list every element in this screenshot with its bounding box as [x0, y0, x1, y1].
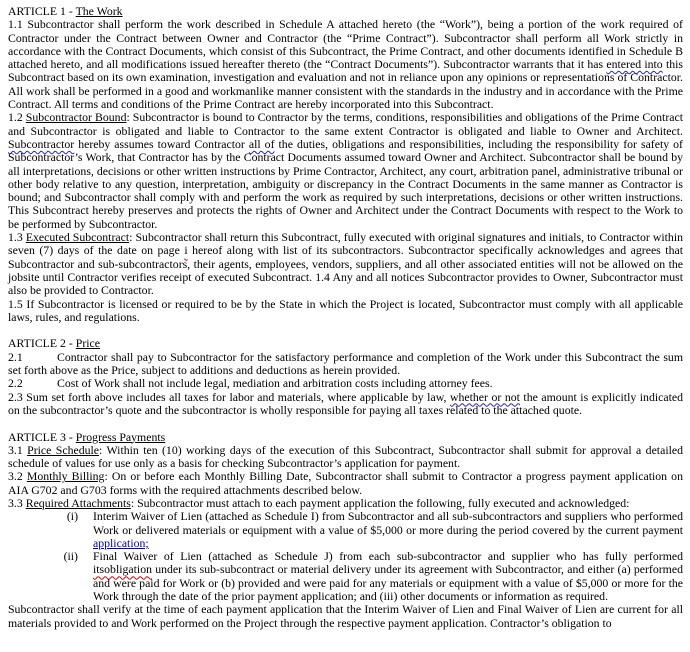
text-run: Subcontractor shall verify at the time of each payment application that the Interim Waiver of Lien and Final Waiver of Lien are current for all materials provided to and Work performed on the Project through the respective payment application. Contractor’s obligation to: [8, 602, 683, 630]
text-run: this Subcontract based on its own examination, investigation and evaluation and not in reliance upon any opinions or representations of Contractor. All work shall be performed in a good and workmanlike manner consistent with the standards in the industry and in accordance with the Prime Contract. All terms and conditions of the Prime Contract are hereby incorporated into this Subcontract.: [8, 57, 683, 112]
article-3-heading: [8, 431, 683, 444]
text-run: the amount is explicitly indicated on the subcontractor’s quote and the subcontractor is wholly responsible for paying all taxes related to the attached quote.: [8, 389, 684, 417]
list-item-ii: [8, 550, 683, 603]
grammar-flagged-text: all of: [248, 136, 275, 151]
text-run: Contractor shall pay to Subcontractor for the satisfactory performance and completion of the Work under this Subcontract the sum set forth above as the Price, subject to additions and deductions as herein provided.: [8, 349, 683, 378]
section-number: 1.2: [8, 110, 26, 125]
section-number: 3.1: [8, 442, 28, 457]
article-1-heading: [8, 5, 683, 18]
text-run: Final Waiver of Lien (attached as Schedule J) from each sub-subcontractor and supplier who has fully performed: [93, 549, 683, 564]
section-number: 3.3: [8, 495, 26, 510]
paragraph-2-3: [8, 391, 683, 418]
section-number: 1.3: [8, 230, 26, 245]
text-run: Interim Waiver of Lien (attached as Schedule I) from Subcontractor and all sub-subcontractors and suppliers who performed Work or delivered materials or equipment with a value of $5,000 or more during the period covered by the current payment: [93, 509, 683, 537]
run-in-heading: Executed Subcontract: [25, 230, 130, 245]
text-run: Cost of Work shall not include legal, mediation and arbitration costs including attorney fees.: [57, 376, 493, 391]
run-in-heading: Monthly Billing: [26, 469, 105, 484]
paragraph-1-3: [8, 231, 683, 297]
list-marker: (i): [66, 509, 78, 524]
text-run: : Subcontractor shall return this Subcontract, fully executed with original signatures and initials, to Contractor within seven (7) days of the date on page: [8, 230, 684, 258]
grammar-flagged-text: whether or not: [449, 389, 520, 404]
text-run: hereof along with list of its subcontractors. Subcontractor specifically acknowledges and agrees that Subcontractor and sub-subcontractors, their agents, employees, vendors, suppliers, and all other associated entities will not be allowed on the jobsite until Contractor verifies receipt of executed Subcontract. 1.4 Any and all notices Subcontractor provides to Owner, Subcontractor must also be provided to Contractor.: [8, 243, 683, 298]
run-in-heading: Required Attachments: [25, 495, 131, 510]
text-run: : Subcontractor must attach to each payment application the following, fully executed and acknowledged:: [130, 495, 630, 510]
inserted-text: application;: [93, 535, 149, 550]
paragraph-1-5: [8, 298, 683, 325]
text-run: : Subcontractor is bound to Contractor by the terms, conditions, responsibilities and obligations of the Prime Contract and Subcontractor is obligated and liable to Contractor to the same extent Contractor is obligated and liable to Owner and Architect.: [8, 110, 683, 138]
text-run: : Within ten (10) working days of the execution of this Subcontract, Subcontractor shall submit for approval a detailed schedule of values for use only as a basis for checking Subcontractor’s application for payment.: [8, 442, 684, 471]
article-3-heading-title: Progress Payments: [75, 429, 166, 444]
run-in-heading: Price Schedule: [27, 442, 100, 457]
grammar-flagged-text: entered into: [606, 57, 663, 72]
list-marker: (ii): [63, 549, 78, 564]
article-2-heading-prefix: ARTICLE 2 -: [8, 336, 76, 351]
paragraph-2-2: [8, 377, 683, 390]
paragraph-1-2: [8, 111, 683, 231]
blank-line: [8, 324, 683, 337]
section-number: 2.2: [8, 376, 23, 391]
grammar-flagged-text: Subcontractor: [8, 136, 75, 151]
run-in-heading: Subcontractor Bound: [25, 110, 127, 125]
spelling-flagged-text: itsobligation: [93, 562, 152, 577]
paragraph-3-2: [8, 470, 683, 497]
section-number: 3.2: [8, 469, 27, 484]
text-run: 2.3 Sum set forth above includes all taxes for labor and materials, where applicable by law,: [8, 389, 450, 404]
blank-line: [8, 417, 683, 430]
closing-paragraph: [8, 603, 683, 630]
text-run: under its sub-subcontract or material delivery under its agreement with Subcontractor, and either (a) performed and were paid for Work or (b) provided and were paid for any materials or equipment with a value of $5,000 or more for the Work through the date of the prior payment application; and (iii) other documents or information as required.: [93, 562, 683, 604]
section-number: 2.1: [8, 349, 23, 364]
article-3-heading-prefix: ARTICLE 3 -: [8, 429, 76, 444]
paragraph-3-3: [8, 497, 683, 510]
text-run: 1.5 If Subcontractor is licensed or required to be by the State in which the Project is located, Subcontractor must comply with all applicable laws, rules, and regulations.: [8, 296, 683, 324]
spelling-flagged-text: i: [184, 243, 188, 258]
list-item-i: [8, 510, 683, 550]
article-2-heading: [8, 337, 683, 350]
text-run: : On or before each Monthly Billing Date, Subcontractor shall submit to Contractor a progress payment application on AIA G702 and G703 forms with the required attachments described below.: [8, 469, 683, 497]
article-1-heading-title: The Work: [75, 4, 123, 18]
paragraph-3-1: [8, 444, 683, 471]
text-run: 1.1 Subcontractor shall perform the work described in Schedule A attached hereto (the “Work”), being a portion of the work required of Contractor under the Contract between Owner and Contractor (the “Prime Contract”). Subcontractor shall perform all Work strictly in accordance with the Contract Documents, which consist of this Subcontract, the Prime Contract, and other documents identified in Schedule B attached hereto, and all modifications issued hereafter thereto (the “Contract Documents”). Subcontractor warrants that it has: [8, 17, 683, 72]
text-run: the duties, obligations and responsibilities, including the responsibility for safety of Subcontractor’s Work, that Contractor has by the Contract Documents assumed toward Owner and Architect. Subcontractor shall be bound by all interpretations, decisions or other written instructions by Prime Contractor, Architect, any court, arbitration panel, administrative tribunal or other body relative to any question, interpretation, ambiguity or discrepancy in the Contract Documents in the same manner as Contractor is bound; and Subcontractor shall comply with and perform the work as required by such interpretations, decisions or other written instructions. This Subcontract hereby preserves and protects the rights of Owner and Architect under the Contract Documents with respect to the Work to be performed by Subcontractor.: [8, 136, 683, 231]
text-run: hereby assumes toward Contractor: [74, 136, 249, 151]
paragraph-1-1: [8, 18, 683, 111]
article-2-heading-title: Price: [75, 336, 101, 351]
article-1-heading-prefix: ARTICLE 1 -: [8, 4, 76, 18]
paragraph-2-1: [8, 351, 683, 378]
